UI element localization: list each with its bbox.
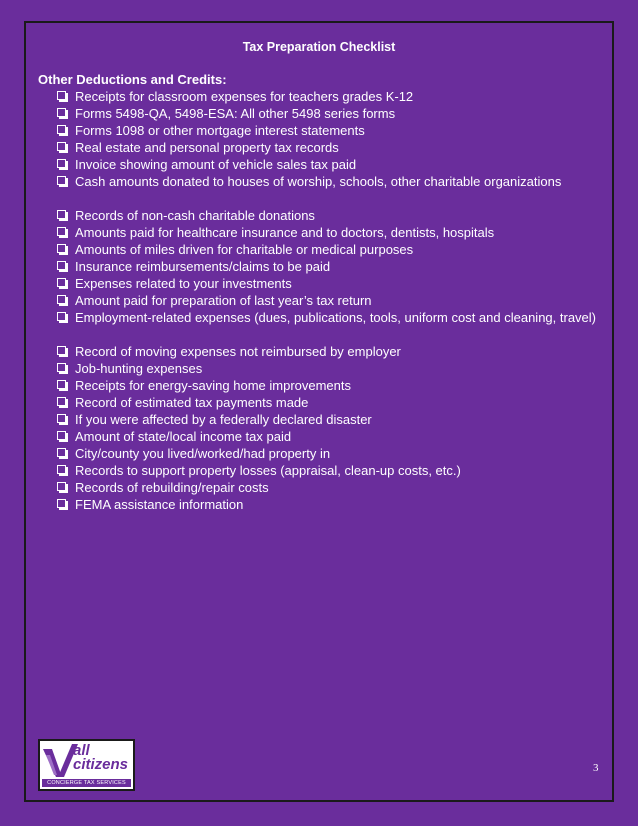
- checklist-item: [56, 224, 596, 241]
- checklist-item-label: FEMA assistance information: [75, 497, 244, 512]
- checklist-item-label: Forms 5498-QA, 5498-ESA: All other 5498 series forms: [75, 106, 396, 121]
- checklist-item-label: Expenses related to your investments: [75, 276, 292, 291]
- checklist-item-label: If you were affected by a federally declared disaster: [75, 412, 372, 427]
- checklist-item-label: Forms 1098 or other mortgage interest statements: [75, 123, 365, 138]
- company-logo: [38, 739, 135, 791]
- checkbox-icon: [57, 414, 66, 423]
- checkbox-icon: [57, 227, 66, 236]
- checklist-item-label: Amounts of miles driven for charitable or medical purposes: [75, 242, 414, 257]
- checkbox-icon: [57, 210, 66, 219]
- checkbox-icon: [57, 482, 66, 491]
- checklist-item-label: Employment-related expenses (dues, publications, tools, uniform cost and cleaning, travel): [75, 310, 596, 325]
- section-heading: Other Deductions and Credits:: [38, 72, 227, 87]
- checklist-item: [56, 496, 596, 513]
- checkbox-icon: [57, 125, 66, 134]
- page-number: 3: [593, 762, 599, 774]
- checklist-item: [56, 479, 596, 496]
- checkbox-icon: [57, 159, 66, 168]
- logo-tagline: CONCIERGE TAX SERVICES: [42, 779, 131, 787]
- checklist-item: [56, 343, 596, 360]
- page-frame: [24, 21, 614, 802]
- checkbox-icon: [57, 108, 66, 117]
- checkbox-icon: [57, 261, 66, 270]
- checkbox-icon: [57, 499, 66, 508]
- checklist-item-label: Insurance reimbursements/claims to be paid: [75, 259, 331, 274]
- checklist-item-label: Receipts for energy-saving home improvements: [75, 378, 352, 393]
- checklist-group: [56, 88, 596, 190]
- checklist-item-label: Receipts for classroom expenses for teachers grades K-12: [75, 89, 414, 104]
- checkbox-icon: [57, 448, 66, 457]
- checklist-item: [56, 241, 596, 258]
- checklist-item-label: Records to support property losses (appraisal, clean-up costs, etc.): [75, 463, 461, 478]
- checklist-item: [56, 275, 596, 292]
- checkbox-icon: [57, 397, 66, 406]
- checklist-group: [56, 343, 596, 513]
- checkbox-icon: [57, 278, 66, 287]
- checklist-item: [56, 88, 596, 105]
- checklist-item: [56, 173, 596, 190]
- checklist-item: [56, 377, 596, 394]
- checklist-item-label: Record of moving expenses not reimbursed by employer: [75, 344, 401, 359]
- checkbox-icon: [57, 295, 66, 304]
- checklist-item-label: City/county you lived/worked/had property in: [75, 446, 331, 461]
- checkbox-icon: [57, 380, 66, 389]
- checklist-item: [56, 445, 596, 462]
- checklist-item-label: Invoice showing amount of vehicle sales tax paid: [75, 157, 357, 172]
- checklist-item: [56, 258, 596, 275]
- checklist-item: [56, 156, 596, 173]
- checklist-item-label: Amount paid for preparation of last year’s tax return: [75, 293, 372, 308]
- checklist-item: [56, 292, 596, 309]
- logo-line2: citizens: [73, 756, 129, 773]
- logo-wordmark: [73, 744, 128, 772]
- checkbox-icon: [57, 91, 66, 100]
- checklist-item: [56, 122, 596, 139]
- checkbox-icon: [57, 431, 66, 440]
- checklist-item: [56, 394, 596, 411]
- checklist-item: [56, 462, 596, 479]
- checklist-item-label: Records of non-cash charitable donations: [75, 208, 315, 223]
- checklist-item-label: Records of rebuilding/repair costs: [75, 480, 269, 495]
- checklist-item: [56, 360, 596, 377]
- checklist-item: [56, 105, 596, 122]
- checklist-item: [56, 428, 596, 445]
- checklist-item-label: Job-hunting expenses: [75, 361, 203, 376]
- checklist-item-label: Record of estimated tax payments made: [75, 395, 309, 410]
- page-title: Tax Preparation Checklist: [242, 40, 396, 54]
- checklist-group: [56, 207, 596, 326]
- checkbox-icon: [57, 142, 66, 151]
- checklist-item-label: Cash amounts donated to houses of worship, schools, other charitable organizations: [75, 174, 562, 189]
- checklist-item-label: Amount of state/local income tax paid: [75, 429, 292, 444]
- checklist-item: [56, 139, 596, 156]
- checklist-item-label: Real estate and personal property tax records: [75, 140, 339, 155]
- checklist-item-label: Amounts paid for healthcare insurance and to doctors, dentists, hospitals: [75, 225, 495, 240]
- checkbox-icon: [57, 346, 66, 355]
- checkbox-icon: [57, 312, 66, 321]
- checklist: [56, 88, 596, 530]
- checkbox-icon: [57, 363, 66, 372]
- checklist-item: [56, 411, 596, 428]
- checkbox-icon: [57, 176, 66, 185]
- checklist-item: [56, 309, 596, 326]
- checklist-item: [56, 207, 596, 224]
- checkbox-icon: [57, 244, 66, 253]
- checkbox-icon: [57, 465, 66, 474]
- logo-line1: all: [73, 742, 90, 759]
